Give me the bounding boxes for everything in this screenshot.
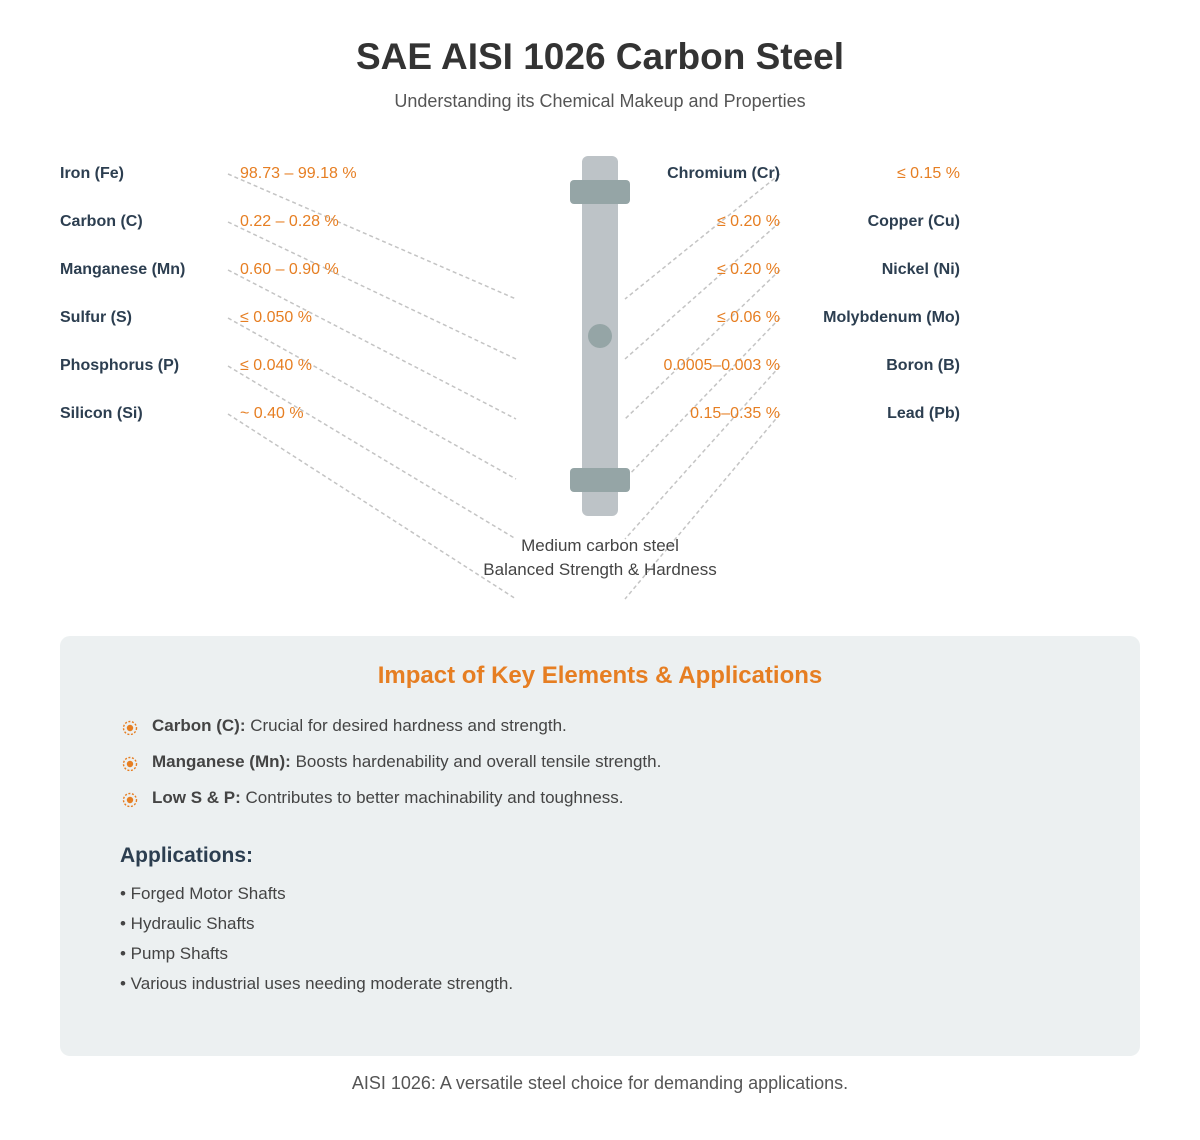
impact-panel-title: Impact of Key Elements & Applications (377, 662, 823, 689)
application-item: • Various industrial uses needing moderate strength. (120, 974, 514, 993)
element-value-s: ≤ 0.050 % (240, 309, 312, 326)
element-name-mo: Molybdenum (Mo) (823, 309, 960, 326)
element-name-pb: Lead (Pb) (887, 405, 960, 422)
impact-item-carbon (120, 714, 567, 738)
applications-title: Applications: (120, 844, 254, 867)
element-name-b: Boron (B) (886, 357, 960, 374)
application-item: • Hydraulic Shafts (120, 914, 255, 933)
element-value-c: 0.22 – 0.28 % (240, 213, 339, 230)
page-title: SAE AISI 1026 Carbon Steel (355, 36, 845, 77)
element-name-cu: Copper (Cu) (867, 213, 960, 230)
impact-item-label: Manganese (Mn): (152, 752, 291, 771)
shaft-hole (588, 324, 612, 348)
element-value-si: ~ 0.40 % (240, 405, 304, 422)
element-value-p: ≤ 0.040 % (240, 357, 312, 374)
element-name-cr: Chromium (Cr) (667, 165, 780, 182)
element-name-p: Phosphorus (P) (60, 357, 180, 374)
application-item: • Forged Motor Shafts (120, 884, 286, 903)
diagram-caption-line2: Balanced Strength & Hardness (483, 560, 717, 579)
element-value-mo: ≤ 0.06 % (716, 309, 780, 326)
element-value-b: 0.0005–0.003 % (663, 357, 780, 374)
sparkle-icon (120, 789, 140, 809)
sparkle-icon (120, 753, 140, 773)
impact-item-label: Low S & P: (152, 788, 241, 807)
impact-item-label: Carbon (C): (152, 716, 246, 735)
element-value-ni: ≤ 0.20 % (716, 261, 780, 278)
element-value-pb: 0.15–0.35 % (690, 405, 780, 422)
impact-item-text: Crucial for desired hardness and strength. (250, 716, 567, 735)
element-value-fe: 98.73 – 99.18 % (240, 165, 357, 182)
impact-item-text: Boosts hardenability and overall tensile strength. (295, 752, 662, 771)
impact-item-low-s-p (120, 786, 624, 810)
page-subtitle: Understanding its Chemical Makeup and Properties (394, 91, 806, 111)
sparkle-icon (120, 717, 140, 737)
element-name-c: Carbon (C) (60, 213, 143, 230)
shaft-collar-bottom (570, 468, 630, 492)
element-name-fe: Iron (Fe) (60, 165, 124, 182)
element-value-cr: ≤ 0.15 % (896, 165, 960, 182)
element-value-cu: ≤ 0.20 % (716, 213, 780, 230)
footer-note: AISI 1026: A versatile steel choice for demanding applications. (351, 1073, 849, 1093)
element-name-si: Silicon (Si) (60, 405, 143, 422)
element-name-mn: Manganese (Mn) (60, 261, 186, 278)
application-item: • Pump Shafts (120, 944, 229, 963)
diagram-caption-line1: Medium carbon steel (521, 536, 679, 555)
impact-item-manganese (120, 750, 661, 774)
element-name-s: Sulfur (S) (60, 309, 132, 326)
impact-item-text: Contributes to better machinability and toughness. (245, 788, 624, 807)
element-name-ni: Nickel (Ni) (881, 261, 960, 278)
element-value-mn: 0.60 – 0.90 % (240, 261, 339, 278)
